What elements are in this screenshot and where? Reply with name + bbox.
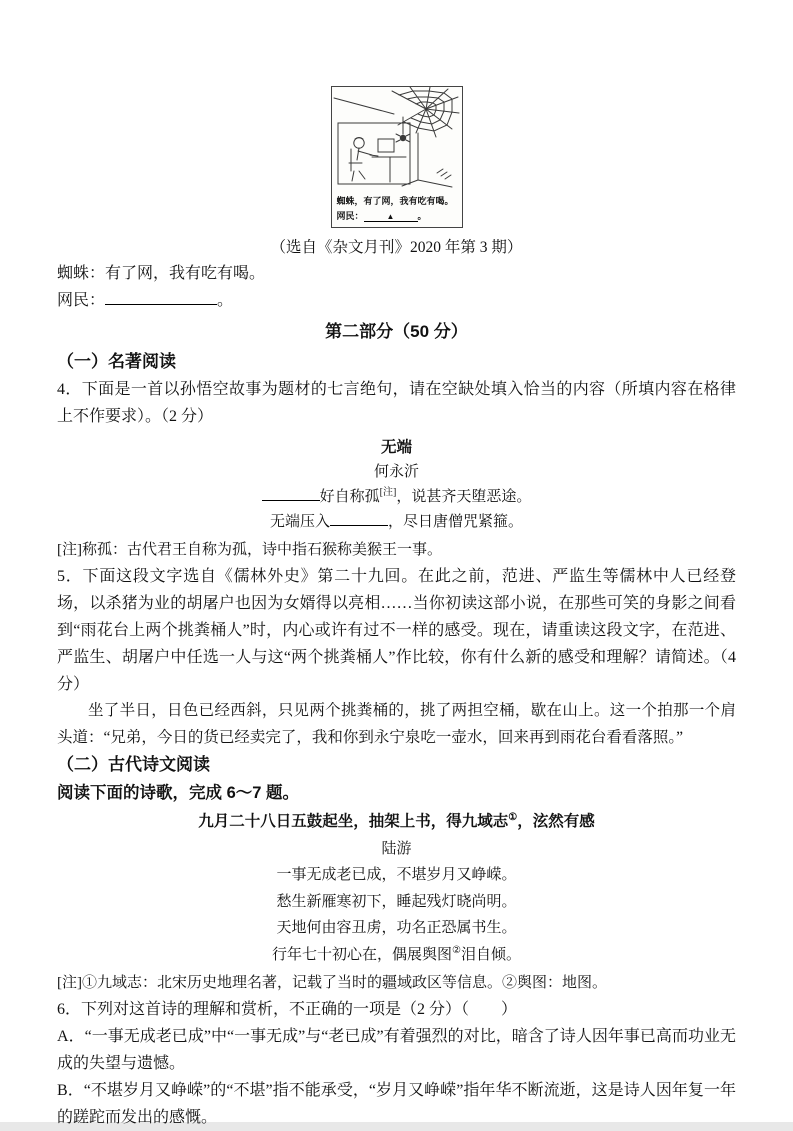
image-source-caption: （选自《杂文月刊》2020 年第 3 期）	[270, 239, 523, 256]
netizen-period: 。	[217, 292, 234, 309]
poem-line1-rest: ，说甚齐天堕恶途。	[396, 489, 532, 505]
note-marker-sup: [注]	[379, 487, 397, 498]
netizen-blank-line	[105, 290, 217, 305]
poem-luyou-line4-rest: 泪自倾。	[460, 946, 521, 963]
poem-line2-rest: ，尽日唐僧咒紧箍。	[388, 514, 524, 530]
poem-line1-text: 好自称孤	[319, 489, 380, 505]
poem-luyou-line1: 一事无成老已成，不堪岁月又峥嵘。	[276, 867, 517, 883]
poem-luyou-line4	[57, 942, 736, 969]
poem-wuduan-title: 无端	[380, 439, 412, 456]
footnote-2-marker: ②	[452, 944, 461, 956]
poem-luyou-title-main: 九月二十八日五鼓起坐，抽架上书，得九域志	[198, 813, 509, 830]
poem-luyou-title-rest: ，泫然有感	[517, 813, 595, 830]
poem-wuduan	[57, 435, 736, 535]
answer-marker-triangle: ▲	[386, 212, 395, 221]
question-6-option-a: A．“一事无成老已成”中“一事无成”与“老已成”有着强烈的对比，暗含了诗人因年事已高而功业无成的失望与遗憾。	[57, 1028, 736, 1072]
poem-luyou-title	[57, 809, 736, 836]
section-one-title: （一）名著阅读	[57, 352, 176, 371]
cartoon-caption-line2	[337, 209, 457, 224]
poem-wuduan-line2	[57, 510, 736, 535]
spider-web-cartoon-drawing	[332, 87, 461, 191]
part-two-header: 第二部分（50 分）	[325, 322, 468, 341]
cartoon-caption-line1: 蜘蛛，有了网，我有吃有喝。	[336, 196, 454, 206]
poem-luyou-notes: [注]①九域志：北宋历史地理名著，记载了当时的疆域政区等信息。②舆图：地图。	[57, 975, 607, 991]
reading-instruction: 阅读下面的诗歌，完成 6～7 题。	[57, 784, 300, 802]
poem-wuduan-line1	[57, 485, 736, 510]
cartoon-answer-blank	[364, 212, 418, 222]
cartoon-netizen-label: 网民：	[336, 211, 364, 221]
poem-blank-1	[262, 486, 320, 501]
question-4-note: [注]称孤：古代君王自称为孤，诗中指石猴称美猴王一事。	[57, 542, 442, 558]
question-5-quote: 坐了半日，日色已经西斜，只见两个挑粪桶的，挑了两担空桶，歇在山上。这一个拍那一个肩头道：“兄弟，今日的货已经卖完了，我和你到永宁泉吃一壶水，回来再到雨花台看看落照。”	[57, 702, 736, 746]
question-4-text: 4．下面是一首以孙悟空故事为题材的七言绝句，请在空缺处填入恰当的内容（所填内容在格律上不作要求）。（2 分）	[57, 381, 736, 425]
poem-wuduan-author: 何永沂	[373, 464, 419, 480]
netizen-label: 网民：	[57, 292, 106, 309]
cartoon-caption	[332, 194, 462, 224]
spider-line: 蜘蛛：有了网，我有吃有喝。	[57, 265, 266, 282]
cartoon-frame	[331, 86, 463, 228]
question-6-option-b: B．“不堪岁月又峥嵘”的“不堪”指不能承受，“岁月又峥嵘”指年华不断流逝，这是诗人因年复一年的蹉跎而发出的感慨。	[57, 1082, 736, 1126]
section-two-title: （二）古代诗文阅读	[57, 755, 210, 774]
cartoon-caption-period: 。	[417, 211, 427, 221]
poem-line2-text: 无端压入	[269, 514, 330, 530]
netizen-line	[57, 287, 736, 314]
poem-luyou-line2: 愁生新雁寒初下，睡起残灯晓尚明。	[276, 893, 517, 910]
poem-blank-2	[330, 511, 388, 526]
poem-luyou-line4-text: 行年七十初心在，偶展舆图	[272, 946, 453, 963]
poem-luyou	[57, 809, 736, 968]
cartoon-figure	[331, 86, 463, 228]
footnote-1-marker: ①	[508, 811, 518, 823]
poem-luyou-author: 陆游	[381, 840, 412, 857]
question-6-text: 6．下列对这首诗的理解和赏析，不正确的一项是（2 分）（ ）	[57, 1001, 518, 1018]
question-5-text: 5．下面这段文字选自《儒林外史》第二十九回。在此之前，范进、严监生等儒林中人已经登场，以杀猪为业的胡屠户也因为女婿得以亮相……当你初读这部小说，在那些可笑的身影之间看到“雨花台上两个挑粪桶人”时，内心或许有过不一样的感受。现在，请重读这段文字，在范进、严监生、胡屠户中任选一人与这“两个挑粪桶人”作比较，你有什么新的感受和理解？请简述。（4 分）	[57, 568, 736, 693]
poem-luyou-line3: 天地何由容丑虏，功名正恐属书生。	[276, 920, 517, 936]
